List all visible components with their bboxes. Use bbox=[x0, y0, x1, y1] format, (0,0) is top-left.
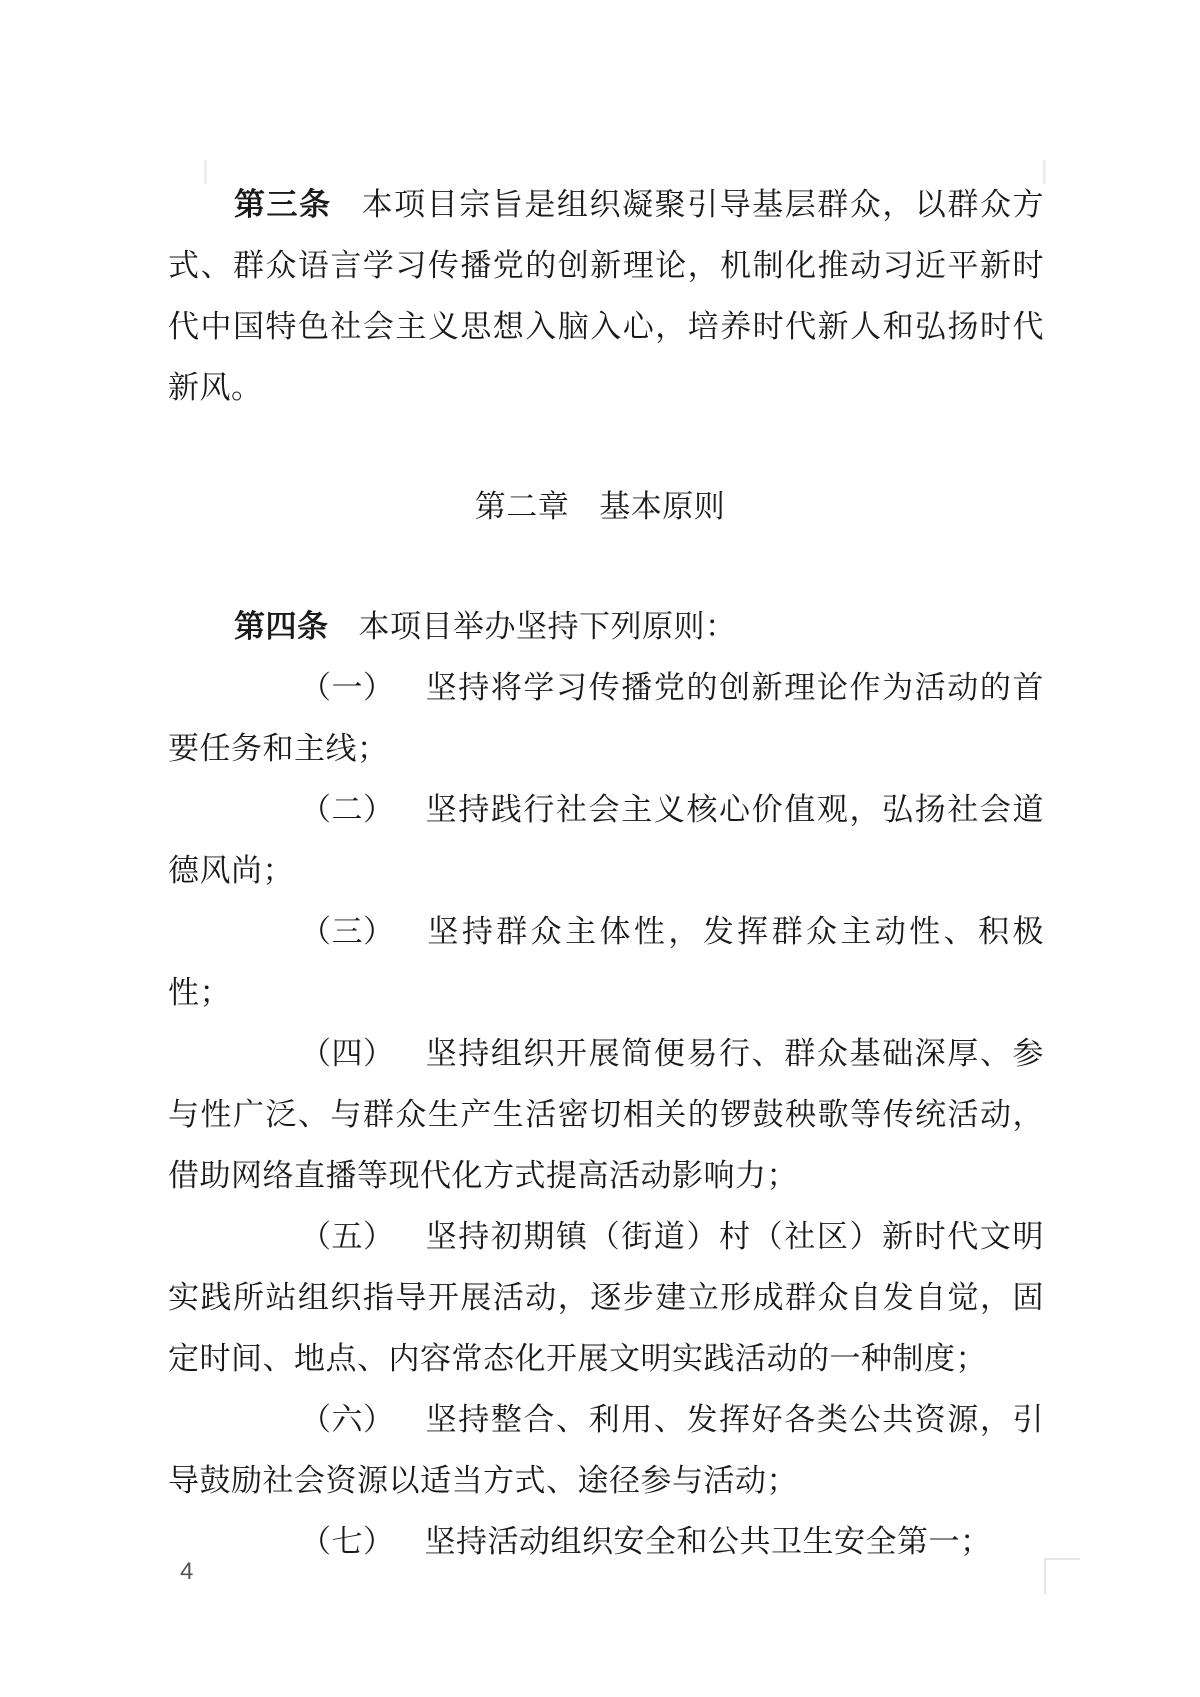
chapter-title: 基本原则 bbox=[599, 489, 726, 525]
principle-item-label: （五） bbox=[300, 1219, 395, 1255]
principle-item bbox=[168, 1512, 1044, 1573]
article-4-paragraph bbox=[168, 597, 1044, 658]
principle-item-label: （六） bbox=[300, 1402, 395, 1438]
article-4-text: 本项目举办坚持下列原则： bbox=[358, 609, 737, 645]
crop-mark-bottom-right bbox=[1044, 1558, 1080, 1594]
principle-item bbox=[168, 1207, 1044, 1390]
principle-item bbox=[168, 780, 1044, 902]
article-4-block bbox=[168, 597, 1044, 1573]
principle-item-label: （七） bbox=[300, 1524, 395, 1560]
principle-item bbox=[168, 902, 1044, 1024]
page-number: 4 bbox=[180, 1558, 194, 1585]
principle-item-text: 坚持整合、利用、发挥好各类公共资源，引导鼓励社会资源以适当方式、途径参与活动； bbox=[168, 1402, 1044, 1499]
principle-item-label: （四） bbox=[300, 1036, 395, 1072]
article-3-paragraph bbox=[168, 175, 1044, 419]
article-3-block bbox=[168, 175, 1044, 419]
principle-item bbox=[168, 1024, 1044, 1207]
principle-item-text: 坚持践行社会主义核心价值观，弘扬社会道德风尚； bbox=[168, 792, 1044, 889]
article-4-label: 第四条 bbox=[234, 609, 329, 645]
principle-item bbox=[168, 658, 1044, 780]
principle-item bbox=[168, 1390, 1044, 1512]
principle-item-text: 坚持将学习传播党的创新理论作为活动的首要任务和主线； bbox=[168, 670, 1044, 767]
principle-item-text: 坚持活动组织安全和公共卫生安全第一； bbox=[424, 1524, 992, 1560]
article-3-label: 第三条 bbox=[234, 187, 332, 223]
principle-item-label: （三） bbox=[300, 914, 395, 950]
principle-item-text: 坚持初期镇（街道）村（社区）新时代文明实践所站组织指导开展活动，逐步建立形成群众自发自觉，固定时间、地点、内容常态化开展文明实践活动的一种制度； bbox=[168, 1219, 1044, 1377]
principle-item-text: 坚持群众主体性，发挥群众主动性、积极性； bbox=[168, 914, 1044, 1011]
principle-item-text: 坚持组织开展简便易行、群众基础深厚、参与性广泛、与群众生产生活密切相关的锣鼓秧歌等传统活动，借助网络直播等现代化方式提高活动影响力； bbox=[168, 1036, 1044, 1194]
chapter-heading bbox=[0, 487, 1200, 527]
chapter-number: 第二章 bbox=[474, 489, 570, 525]
principle-item-label: （一） bbox=[300, 670, 395, 706]
article-3-text: 本项目宗旨是组织凝聚引导基层群众，以群众方式、群众语言学习传播党的创新理论，机制化推动习近平新时代中国特色社会主义思想入脑入心，培养时代新人和弘扬时代新风。 bbox=[168, 187, 1045, 406]
principle-item-label: （二） bbox=[300, 792, 395, 828]
